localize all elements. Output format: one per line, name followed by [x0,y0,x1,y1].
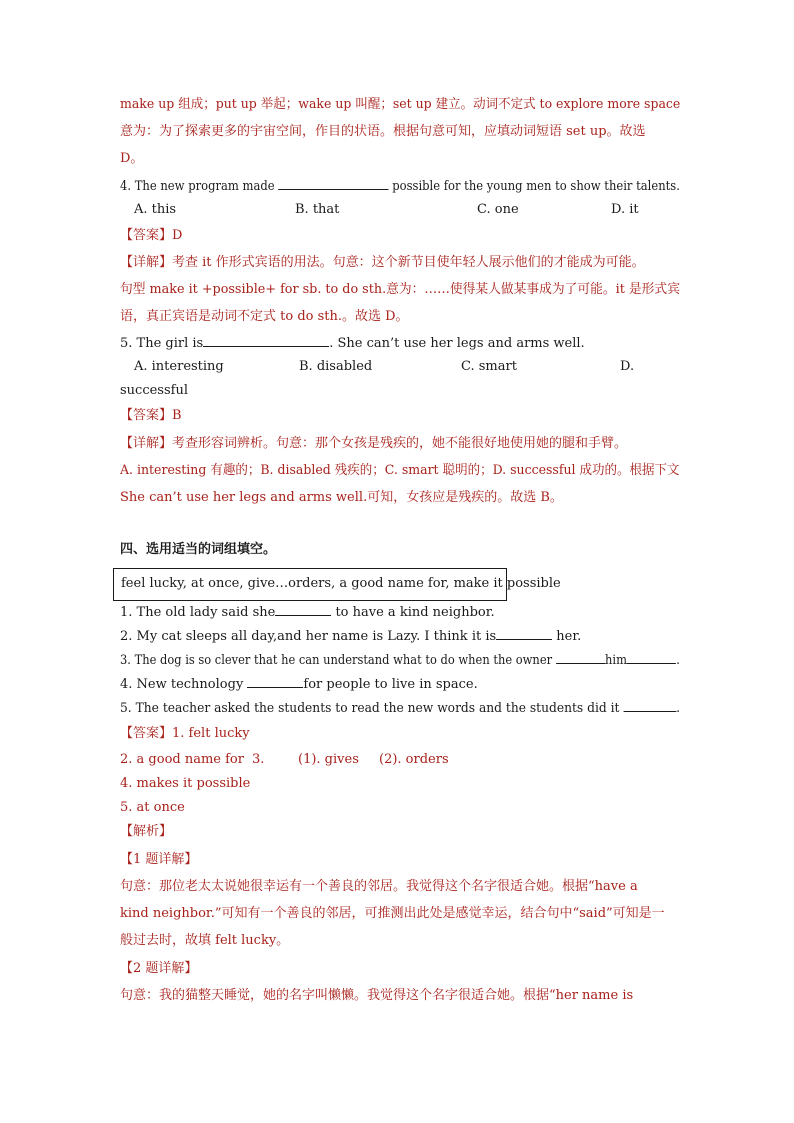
analysis-heading: 【解析】 [120,824,173,839]
q5-detail-line-3: She can’t use her legs and arms well.可知，女孩应是残疾的。故选 B。 [120,490,563,505]
question-4-stem: 4. The new program made possible for the young men to show their talents. [120,179,680,194]
fill-question-4: 4. New technology for people to live in space. [120,677,478,692]
q4-answer: 【答案】D [120,228,183,243]
q4-option-d: D. it [611,202,639,217]
fill-question-1: 1. The old lady said she to have a kind neighbor. [120,605,495,620]
answer-blank[interactable] [275,603,331,616]
q4-detail-line-2: 句型 make it +possible+ for sb. to do sth.意为：……使得某人做某事成为了可能。it 是形式宾 [120,282,680,297]
detail-1-line-1: 句意：那位老太太说她很幸运有一个善良的邻居。我觉得这个名字很适合她。根据“have a [120,879,638,894]
detail-1-line-2: kind neighbor.”可知有一个善良的邻居，可推测出此处是感觉幸运，结合句中“said”可知是一 [120,906,665,921]
detail-2-heading: 【2 题详解】 [120,961,198,976]
q5-detail-line-2: A. interesting 有趣的；B. disabled 残疾的；C. smart 聪明的；D. successful 成功的。根据下文 [120,463,680,478]
section-answer-5: 5. at once [120,800,185,815]
answer-blank[interactable] [623,699,676,712]
section-title: 四、选用适当的词组填空。 [120,542,277,557]
word-box [113,568,561,601]
q4-detail-line-3: 语，真正宾语是动词不定式 to do sth.。故选 D。 [120,309,409,324]
section-answer-1: 【答案】1. felt lucky [120,726,250,741]
q4-option-b: B. that [295,202,340,217]
section-answer-4: 4. makes it possible [120,776,251,791]
fill-question-2: 2. My cat sleeps all day,and her name is Lazy. I think it is her. [120,629,582,644]
answer-blank[interactable] [203,334,329,347]
fill-question-3: 3. The dog is so clever that he can understand what to do when the owner him . [120,653,680,668]
q5-option-d-text: successful [120,383,188,398]
q5-option-d: D. [620,359,635,374]
q5-option-c: C. smart [461,359,517,374]
answer-blank[interactable] [496,627,552,640]
answer-blank[interactable] [627,651,676,664]
question-5-stem: 5. The girl is . She can’t use her legs and arms well. [120,336,585,351]
section-answer-3-part-2: (2). orders [379,752,449,767]
q3-detail-line-3: D。 [120,151,144,166]
section-answer-2: 2. a good name for [120,752,244,767]
detail-1-line-3: 般过去时，故填 felt lucky。 [120,933,290,948]
q4-option-c: C. one [477,202,519,217]
answer-blank[interactable] [556,651,605,664]
word-box-text: feel lucky, at once, give…orders, a good name for, make it possible [121,576,561,591]
q4-option-a: A. this [134,202,177,217]
section-answer-3-number: 3. [252,752,265,767]
q3-detail-line-1: make up 组成；put up 举起；wake up 叫醒；set up 建立。动词不定式 to explore more space [120,97,681,112]
q5-option-b: B. disabled [299,359,373,374]
detail-2-line-1: 句意：我的猫整天睡觉，她的名字叫懒懒。我觉得这个名字很适合她。根据“her name is [120,988,634,1003]
q5-option-a: A. interesting [134,359,224,374]
detail-1-heading: 【1 题详解】 [120,852,198,867]
answer-blank[interactable] [278,177,388,190]
q5-detail-line-1: 【详解】考查形容词辨析。句意：那个女孩是残疾的，她不能很好地使用她的腿和手臂。 [120,436,628,451]
answer-blank[interactable] [247,675,303,688]
q4-detail-line-1: 【详解】考查 it 作形式宾语的用法。句意：这个新节目使年轻人展示他们的才能成为可能。 [120,255,645,270]
q3-detail-line-2: 意为：为了探索更多的宇宙空间，作目的状语。根据句意可知，应填动词短语 set up。故选 [120,124,646,139]
fill-question-5: 5. The teacher asked the students to read the new words and the students did it . [120,701,681,716]
q5-answer: 【答案】B [120,408,182,423]
section-answer-3-part-1: (1). gives [298,752,359,767]
